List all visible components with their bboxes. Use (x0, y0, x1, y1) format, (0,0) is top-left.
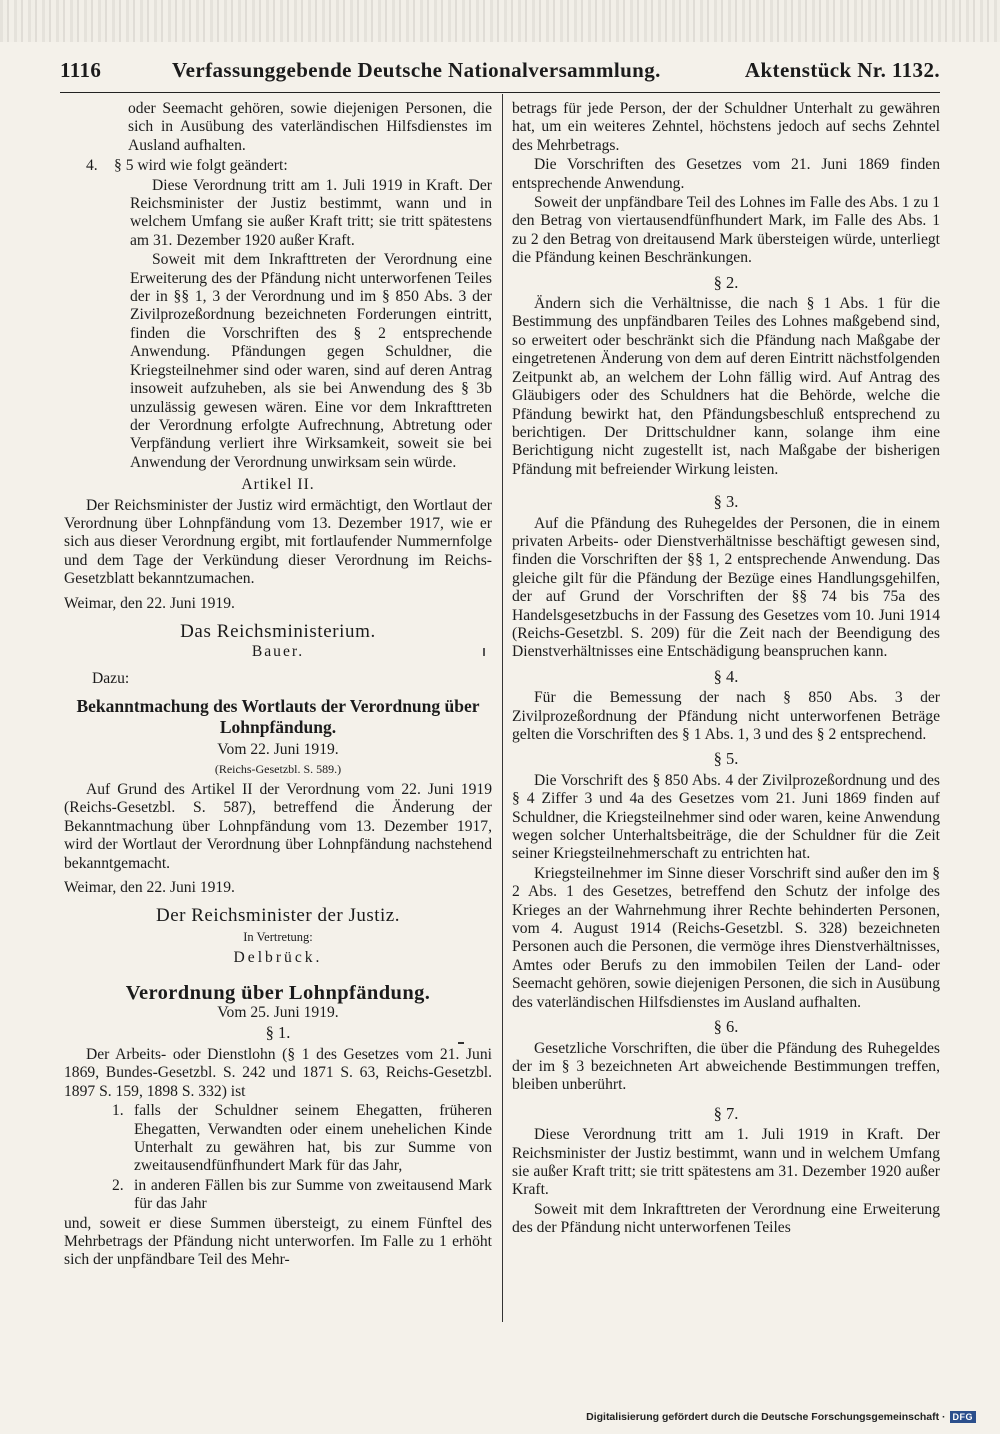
continuation-paragraph-3: Soweit der unpfändbare Teil des Lohnes im Falle des Abs. 1 zu 1 den Betrag von viertausendfünfhundert Mark, im Falle des Abs. 1 zu 2 den Betrag von dreitausend Mark übersteigen würde, unterliegt die Pfändung keinen Beschränkungen. (512, 194, 940, 267)
right-column (512, 100, 940, 1239)
section-7-text: Diese Verordnung tritt am 1. Juli 1919 in Kraft. Der Reichsminister der Justiz bestimmt, wann und in welchem Umfang sie außer Kraft tritt; sie tritt spätestens am 31. Dezember 1920 außer Kraft. (512, 1126, 940, 1199)
quote-paragraph-2: Soweit mit dem Inkrafttreten der Verordnung eine Erweiterung des der Pfändung nicht unterworfenen Teiles der in §§ 1, 3 der Verordnung und im § 850 Abs. 3 der Zivilprozeßordnung bezeichneten Forderungen eintritt, finden die Vorschriften des § 2 entsprechende Anwendung. Pfändungen gegen Schuldner, die Kriegsteilnehmer sind oder waren, sind auf deren Antrag insoweit aufzuheben, als sie bei Anwendung des § 3b unzulässig gewesen wären. Eine vor dem Inkrafttreten der Verordnung erfolgte Aufrechnung, Abtretung oder Verpfändung verliert ihre Wirksamkeit, soweit sie bei Anwendung der Verordnung unwirksam sein würde. (130, 251, 492, 471)
continuation-paragraph-2: Die Vorschriften des Gesetzes vom 21. Juni 1869 finden entsprechende Anwendung. (512, 156, 940, 192)
intro-paragraph: oder Seemacht gehören, sowie diejenigen Personen, die sich in Ausübung des vaterländischen Hilfsdienstes im Ausland aufhalten. (128, 100, 492, 154)
bauer-signature: Bauer. (251, 643, 305, 661)
print-mark (483, 648, 485, 656)
continuation-paragraph: betrags für jede Person, der der Schuldner Unterhalt zu gewähren hat, um ein weiteres Zehntel, höchstens jedoch auf sechs Zehntel des Mehrbetrags. (512, 100, 940, 154)
verordnung-date: Vom 25. Juni 1919. (217, 1004, 339, 1022)
section-1-rest: und, soweit er diese Summen übersteigt, zu einem Fünftel des Mehrbetrags der Pfändung nicht unterworfen. Im Falle zu 1 erhöht sich der unpfändbare Teil des Mehr- (64, 1214, 492, 1269)
digitization-footer (586, 1408, 976, 1426)
column-divider (502, 94, 503, 1322)
section-5-text: Die Vorschrift des § 850 Abs. 4 der Zivilprozeßordnung und des § 4 Ziffer 3 und 4a des Gesetzes vom 21. Juni 1869 finden auf Schuldner, die Kriegsteilnehmer sind oder waren, keine Anwendung wegen solcher Unterhaltsbeiträge, die der Schuldner für die Zeit seiner Kriegsteilnehmerschaft zu entrichten hat. (512, 771, 940, 863)
section-2-text: Ändern sich die Verhältnisse, die nach § 1 Abs. 1 für die Bestimmung des unpfändbaren Teiles des Lohnes maßgebend sind, so erweitert oder beschränkt sich die Pfändung nach Maßgabe der eingetretenen Änderung von dem auf deren Eintritt nächstfolgenden Zeitpunkt ab, an welchem der Lohn fällig wird. Auf Antrag des Gläubigers oder des Schuldners hat die Behörde, welche die Pfändung bewirkt hat, den Pfändungsbeschluß entsprechend zu berichtigen. Der Drittschuldner kann, solange ihm eine Berichtigung nicht zugestellt ist, nach Maßgabe der bisherigen Pfändung mit befreiender Wirkung leisten. (512, 295, 940, 478)
section-3-text: Auf die Pfändung des Ruhegeldes der Personen, die in einem privaten Arbeits- oder Dienstverhältnisse beschäftigt gewesen sind, finden die Vorschriften der §§ 1, 2 entsprechende Anwendung. Das gleiche gilt für die Pfändung der Bezüge eines Handlungsgehilfen, der auf Grund der Vorschriften der §§ 74 bis 75a des Handelsgesetzbuchs in der Fassung des Gesetzes vom 10. Juni 1914 (Reichs-Gesetzbl. S. 209) für die Zeit nach der Beendigung des Dienstverhältnisses eine Entschädigung beanspruchen kann. (512, 514, 940, 661)
bekanntmachung-text: Auf Grund des Artikel II der Verordnung vom 22. Juni 1919 (Reichs-Gesetzbl. S. 587), betreffend die Änderung der Bekanntmachung über Lohnpfändung vom 13. Dezember 1917, wird der Wortlaut der Verordnung über Lohnpfändung nachstehend bekanntgemacht. (64, 781, 492, 872)
section-1-item-1-text: falls der Schuldner seinem Ehegatten, früheren Ehegatten, Verwandten oder einem unehelichen Kinde Unterhalt zu gewähren hat, bis zur Summe von zweitausendfünfhundert Mark für das Jahr, (134, 1102, 492, 1175)
page-number: 1116 (60, 58, 102, 82)
dazu-label: Dazu: (92, 669, 130, 687)
header-title: Verfassunggebende Deutsche Nationalversammlung. (172, 58, 661, 82)
item-4-number: 4. (86, 157, 98, 175)
aktenstueck-number: Aktenstück Nr. 1132. (744, 58, 940, 82)
section-1-item-2-number: 2. (112, 1176, 124, 1194)
section-7-text-2: Soweit mit dem Inkrafttreten der Verordnung eine Erweiterung des der Pfändung nicht unterworfenen Teiles (512, 1200, 940, 1237)
section-2-heading: § 2. (713, 272, 739, 292)
item-4 (86, 157, 492, 175)
place-date-2: Weimar, den 22. Juni 1919. (64, 879, 235, 897)
section-7-heading: § 7. (713, 1103, 739, 1123)
artikel-heading: Artikel II. (241, 476, 315, 494)
bekanntmachung-date: Vom 22. Juni 1919. (217, 741, 339, 759)
bekanntmachung-reference: (Reichs-Gesetzbl. S. 589.) (214, 761, 342, 776)
section-6-heading: § 6. (713, 1017, 739, 1037)
dfg-logo-icon: DFG (950, 1411, 977, 1423)
section-3-heading: § 3. (713, 492, 739, 512)
left-column (64, 100, 492, 1271)
section-1-item-2 (112, 1177, 492, 1214)
section-5-text-2: Kriegsteilnehmer im Sinne dieser Vorschrift sind außer den im § 2 Abs. 1 des Gesetzes, betreffend den Schutz der infolge des Krieges an der Wahrnehmung ihrer Rechte behinderten Personen, vom 4. August 1914 (Reichs-Gesetzbl. S. 328) bezeichneten Personen auch die Personen, die vermöge ihres Dienstverhältnisses, Amtes oder Berufs zu den immobilen Teilen der Land- oder Seemacht gehören, sowie diejenigen Personen, die sich in Ausübung des vaterländischen Hilfsdienstes im Ausland aufhalten. (512, 864, 940, 1011)
place-date-1: Weimar, den 22. Juni 1919. (64, 594, 235, 612)
section-6-text: Gesetzliche Vorschriften, die über die Pfändung des Ruhegeldes der im § 3 bezeichneten Art abweichende Bestimmungen treffen, bleiben unberührt. (512, 1039, 940, 1094)
ink-mark (458, 1042, 464, 1044)
footer-text: Digitalisierung gefördert durch die Deutsche Forschungsgemeinschaft · (586, 1411, 946, 1423)
vertretung-label: In Vertretung: (243, 929, 313, 944)
scan-edge (0, 0, 1000, 42)
section-1-item-1 (112, 1102, 492, 1176)
bekanntmachung-title: Bekanntmachung des Wortlauts der Verordnung über Lohnpfändung. (76, 696, 480, 738)
section-1-text: Der Arbeits- oder Dienstlohn (§ 1 des Gesetzes vom 21. Juni 1869, Bundes-Gesetzbl. S. 242 und 1871 S. 63, Reichs-Gesetzbl. 1897 S. 159, 1898 S. 332) ist (64, 1045, 492, 1100)
delbrueck-signature: Delbrück. (233, 949, 323, 967)
verordnung-title: Verordnung über Lohnpfändung. (125, 981, 431, 1004)
section-5-heading: § 5. (713, 749, 739, 769)
section-4-text: Für die Bemessung der nach § 850 Abs. 3 der Zivilprozeßordnung der Pfändung nicht unterworfenen Beträge gelten die Vorschriften des § 1 Abs. 1, 3 und des § 2 entsprechend. (512, 689, 940, 743)
minister-signature: Der Reichsminister der Justiz. (155, 905, 400, 927)
section-1-heading: § 1. (265, 1023, 291, 1043)
section-1-item-2-text: in anderen Fällen bis zur Summe von zweitausend Mark für das Jahr (134, 1176, 492, 1213)
ministerium-signature: Das Reichsministerium. (180, 620, 376, 642)
header-rule (60, 92, 940, 93)
section-1-item-1-number: 1. (112, 1102, 124, 1120)
quote-paragraph-1: Diese Verordnung tritt am 1. Juli 1919 in Kraft. Der Reichsminister der Justiz bestimmt, wann und in welchem Umfang sie außer Kraft tritt; sie tritt spätestens am 31. Dezember 1920 außer Kraft. (130, 176, 492, 249)
running-header (60, 56, 940, 90)
item-4-text: § 5 wird wie folgt geändert: (114, 157, 288, 175)
section-4-heading: § 4. (713, 666, 739, 686)
artikel-text: Der Reichsminister der Justiz wird ermächtigt, den Wortlaut der Verordnung über Lohnpfändung vom 13. Dezember 1917, wie er sich aus dieser Verordnung ergibt, mit fortlaufender Nummernfolge und dem Tage der Verkündung dieser Verordnung im Reichs-Gesetzblatt bekanntzumachen. (64, 496, 492, 588)
